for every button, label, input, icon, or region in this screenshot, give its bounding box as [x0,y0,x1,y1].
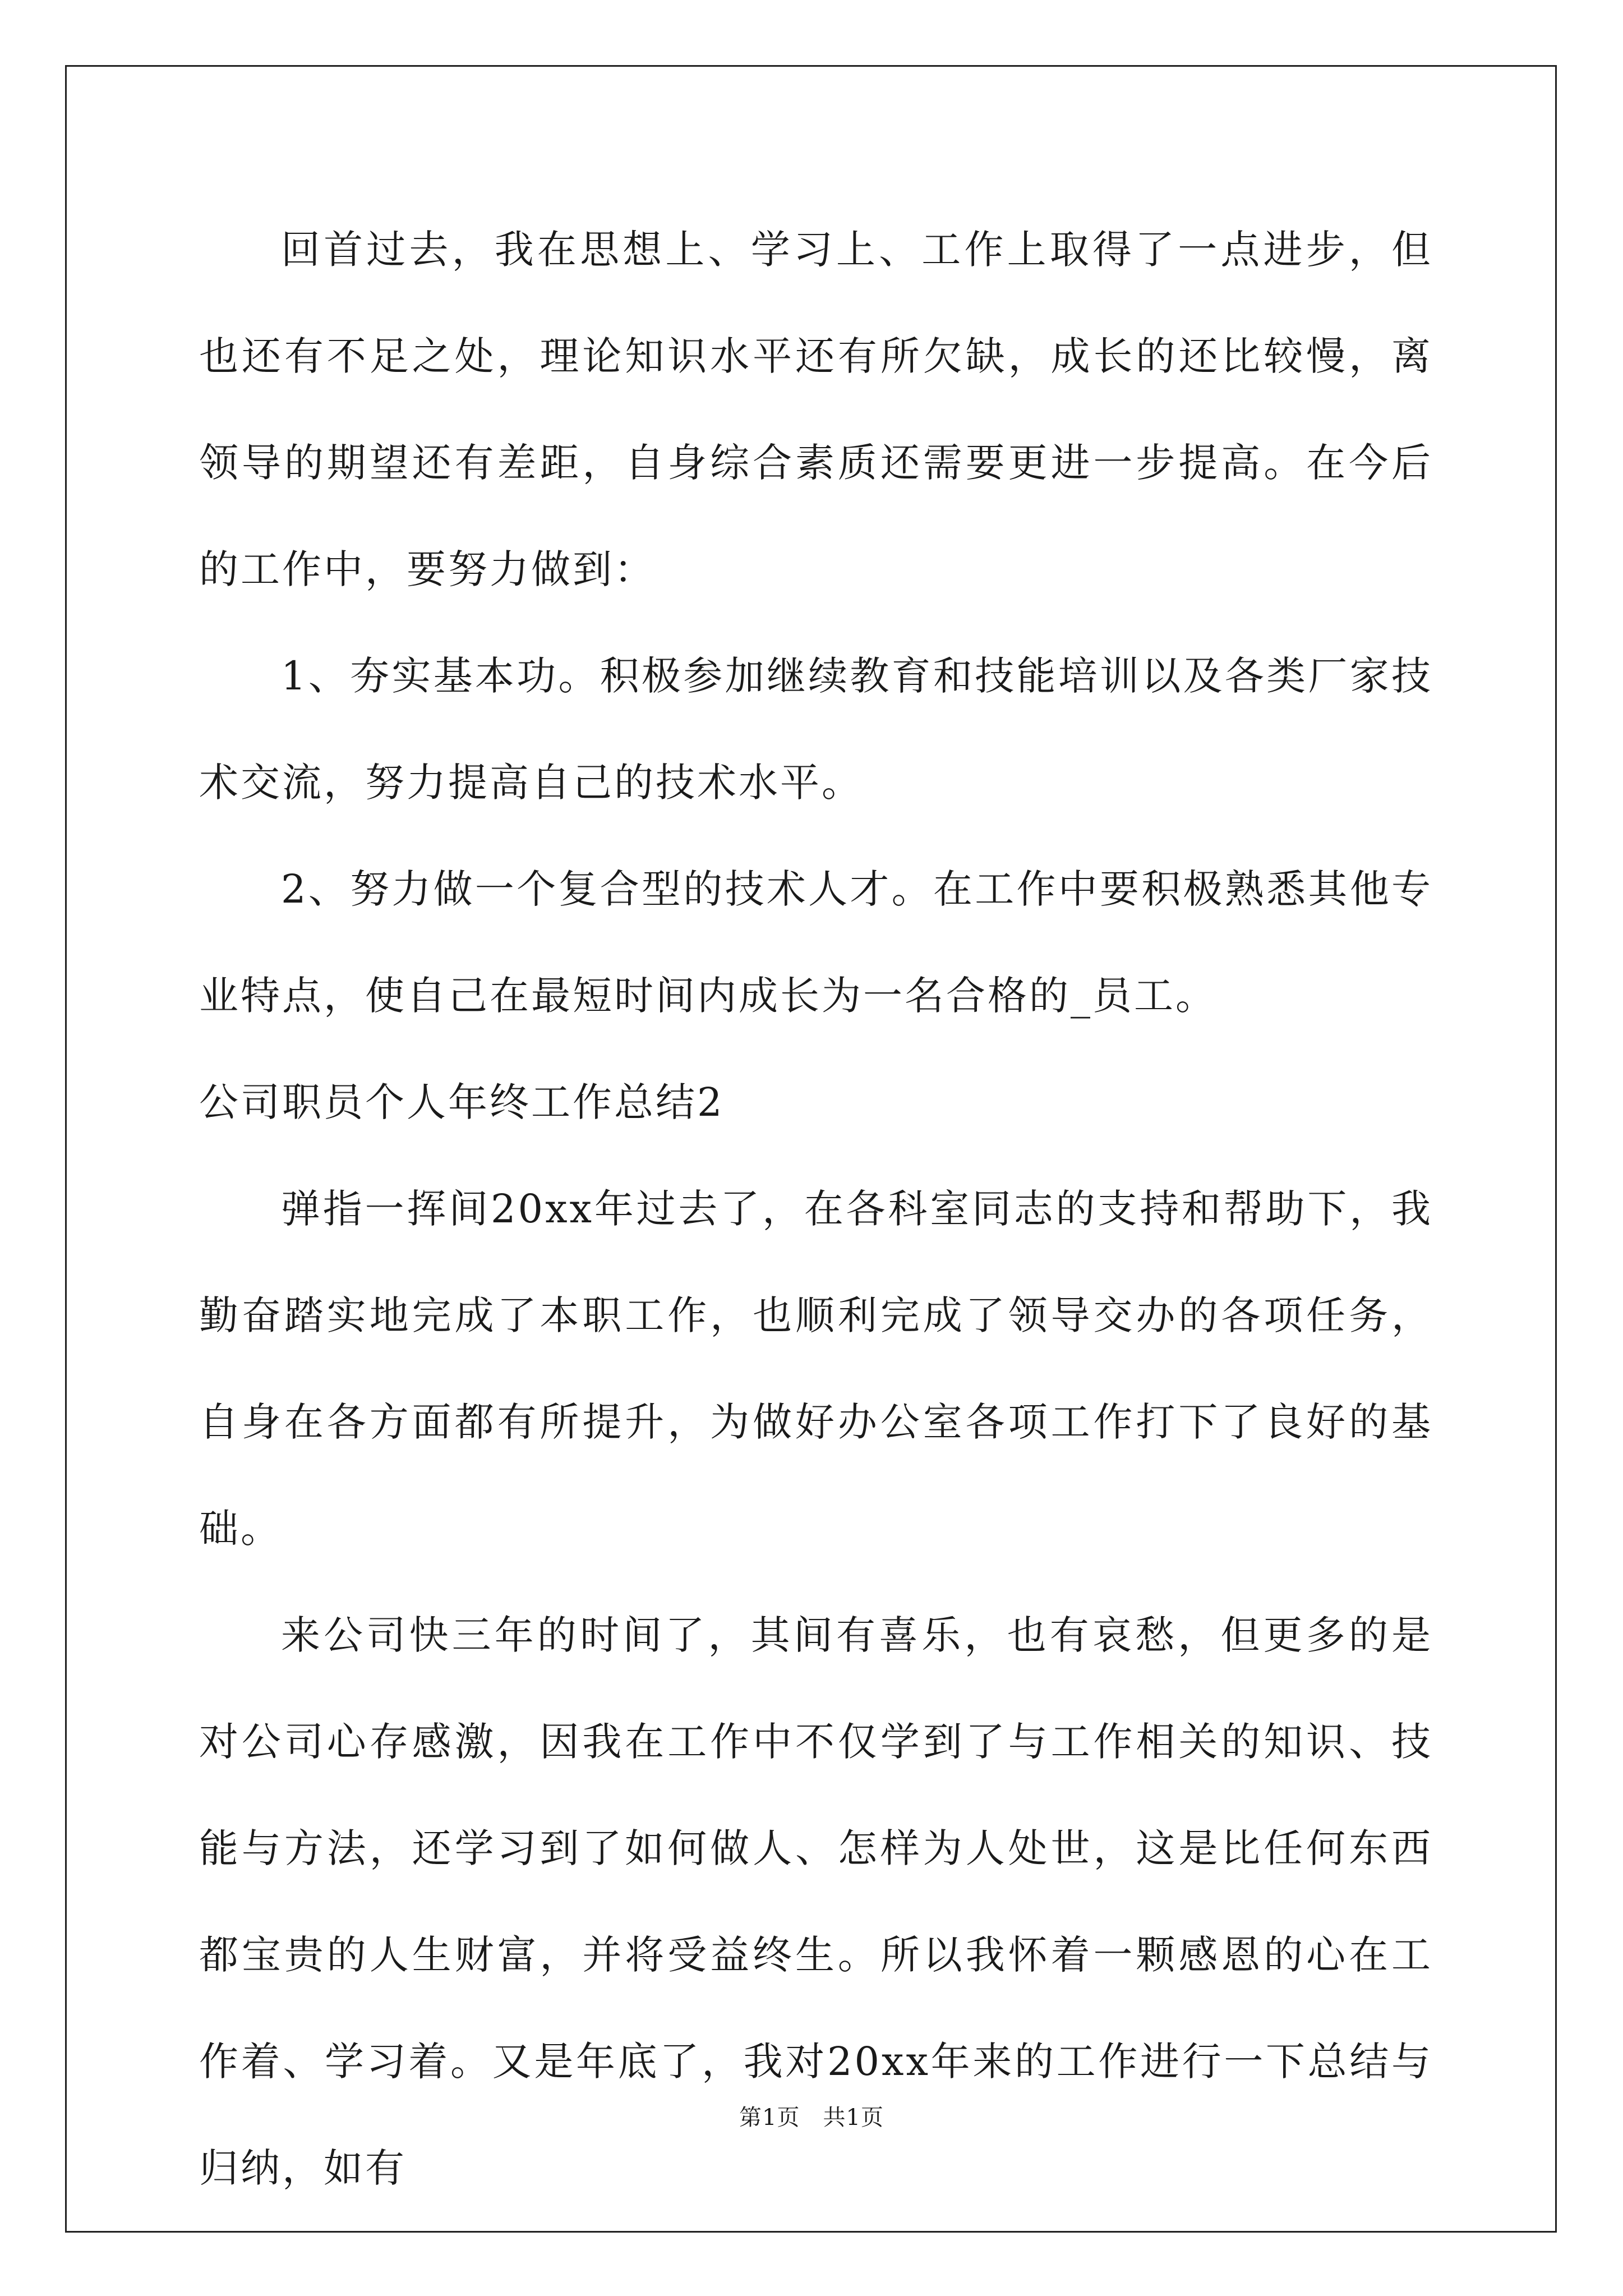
page-footer: 第1页 共1页 [739,2105,884,2131]
paragraph-item-2: 2、努力做一个复合型的技术人才。在工作中要积极熟悉其他专业特点，使自己在最短时间内成长为一名合格的_员工。 [199,866,1433,1019]
document-body [199,196,1433,2221]
paragraph-item-1: 1、夯实基本功。积极参加继续教育和技能培训以及各类厂家技术交流，努力提高自己的技术水平。 [199,653,1433,806]
paragraph-gratitude: 来公司快三年的时间了，其间有喜乐，也有哀愁，但更多的是对公司心存感激，因我在工作中不仅学到了与工作相关的知识、技能与方法，还学习到了如何做人、怎样为人处世，这是比任何东西都宝贵的人生财富，并将受益终生。所以我怀着一颗感恩的心在工作着、学习着。又是年底了，我对20xx年来的工作进行一下总结与归纳，如有 [199,1612,1433,2191]
section-heading: 公司职员个人年终工作总结2 [199,1079,725,1125]
paragraph-intro: 弹指一挥间20xx年过去了，在各科室同志的支持和帮助下，我勤奋踏实地完成了本职工作，也顺利完成了领导交办的各项任务，自身在各方面都有所提升，为做好办公室各项工作打下了良好的基础。 [199,1186,1433,1552]
paragraph-reflection: 回首过去，我在思想上、学习上、工作上取得了一点进步，但也还有不足之处，理论知识水平还有所欠缺，成长的还比较慢，离领导的期望还有差距，自身综合素质还需要更进一步提高。在今后的工作中，要努力做到： [199,227,1433,592]
